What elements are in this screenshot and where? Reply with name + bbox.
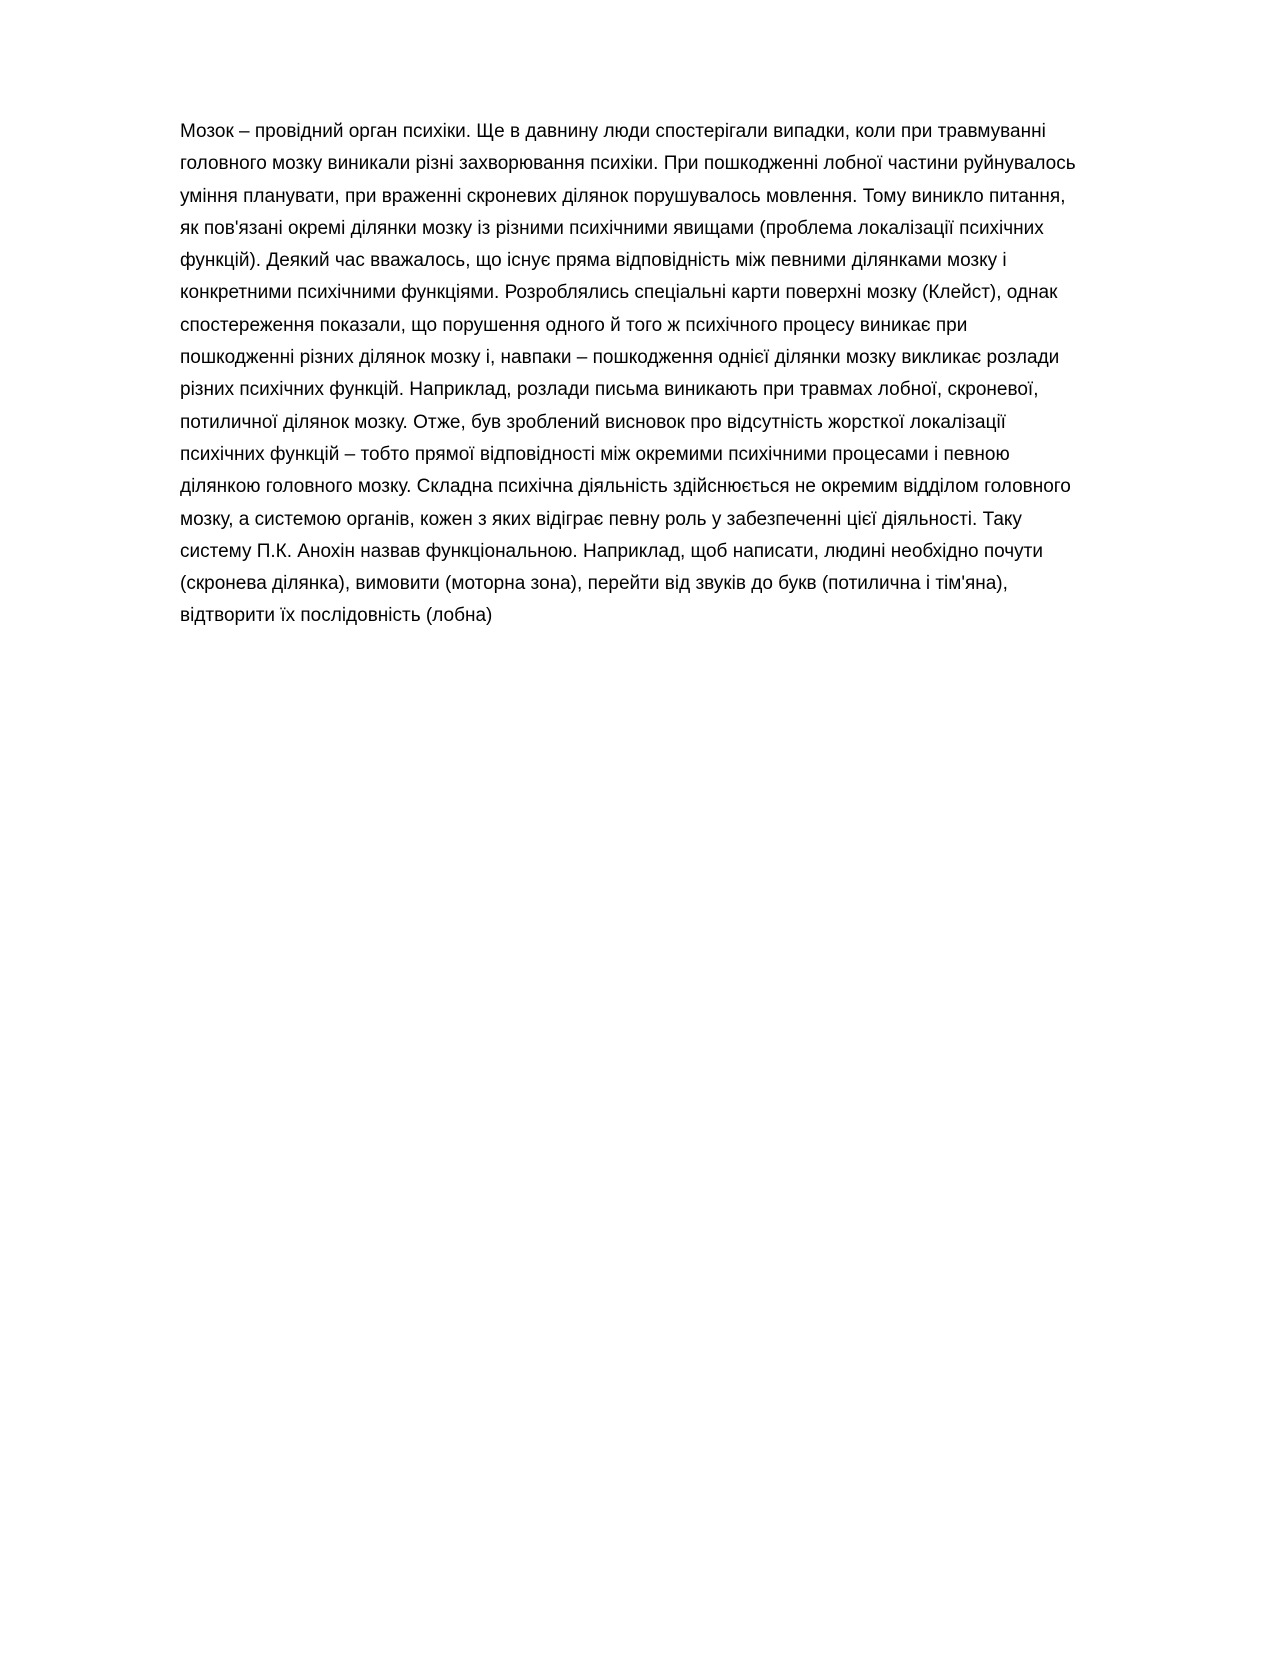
paragraph-line: головного мозку виникали різні захворювання психіки. При пошкодженні лобної частини руйнувалось xyxy=(180,153,1076,175)
paragraph-line: пошкодженні різних ділянок мозку і, навпаки – пошкодження однієї ділянки мозку викликає розлади xyxy=(180,347,1060,369)
paragraph-line: Мозок – провідний орган психіки. Ще в давнину люди спостерігали випадки, коли при травмуванні xyxy=(180,121,1046,142)
paragraph-line: ділянкою головного мозку. Складна психічна діяльність здійснюється не окремим відділом головного xyxy=(180,476,1071,498)
paragraph xyxy=(180,116,1180,633)
paragraph-line: як пов'язані окремі ділянки мозку із різними психічними явищами (проблема локалізації психічних xyxy=(180,217,1044,239)
paragraph-line: психічних функцій – тобто прямої відповідності між окремими психічними процесами і певною xyxy=(180,443,1010,465)
paragraph-line: спостереження показали, що порушення одного й того ж психічного процесу виникає при xyxy=(180,314,968,336)
paragraph-line: різних психічних функцій. Наприклад, розлади письма виникають при травмах лобної, скроневої, xyxy=(180,379,1039,401)
paragraph-line: потиличної ділянок мозку. Отже, був зроблений висновок про відсутність жорсткої локалізації xyxy=(180,411,1006,433)
paragraph-line: функцій). Деякий час вважалось, що існує пряма відповідність між певними ділянками мозку і xyxy=(180,250,1007,272)
paragraph-line: систему П.К. Анохін назвав функціональною. Наприклад, щоб написати, людині необхідно почути xyxy=(180,540,1043,562)
paragraph-line: уміння планувати, при враженні скроневих ділянок порушувалось мовлення. Тому виникло питання, xyxy=(180,185,1066,207)
paragraph-line: відтворити їх послідовність (лобна) xyxy=(180,605,493,627)
paragraph-line: мозку, а системою органів, кожен з яких відіграє певну роль у забезпеченні цієї діяльності. Таку xyxy=(180,508,1022,530)
paragraph-line: (скронева ділянка), вимовити (моторна зона), перейти від звуків до букв (потилична і тім'яна), xyxy=(180,573,1008,595)
paragraph-line: конкретними психічними функціями. Розроблялись спеціальні карти поверхні мозку (Клейст), однак xyxy=(180,282,1058,304)
